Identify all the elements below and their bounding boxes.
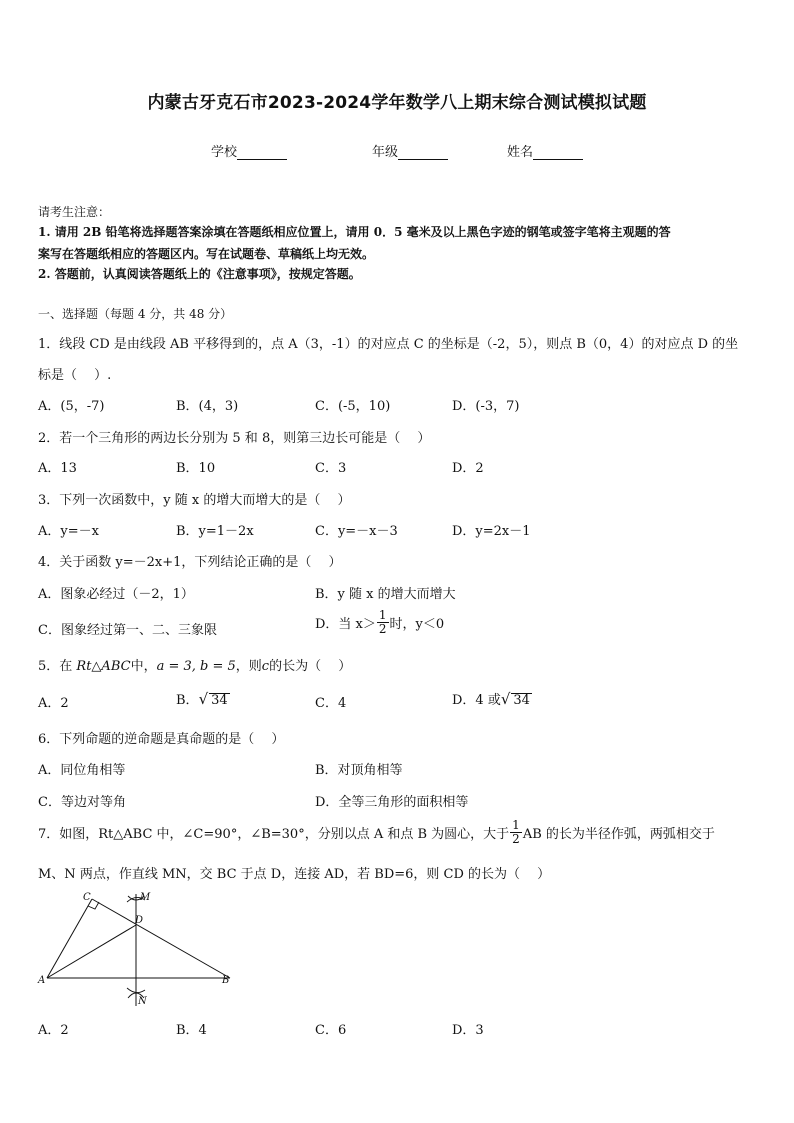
q5-b-radicand: 34 (211, 693, 228, 708)
name-blank[interactable] (533, 146, 583, 160)
q4-option-c[interactable]: C．图象经过第一、二、三象限 (38, 623, 217, 638)
label-c: C (83, 892, 91, 903)
sqrt-icon: √ (198, 690, 209, 708)
q4-d-fraction (377, 609, 389, 636)
q3-option-d[interactable]: D．y=2x－1 (452, 524, 531, 539)
q1-stem-line-1: 1．线段 CD 是由线段 AB 平移得到的，点 A（3，-1）的对应点 C 的坐标是（-2，5），则点 B（0，4）的对应点 D 的坐 (38, 337, 739, 352)
school-field[interactable] (211, 141, 287, 160)
q7-option-c[interactable]: C．6 (315, 1023, 347, 1038)
q2-stem: 2．若一个三角形的两边长分别为 5 和 8，则第三边长可能是（ ） (38, 431, 431, 446)
q7-option-b[interactable]: B．4 (176, 1023, 207, 1038)
q1-stem-line-2: 标是（ ）. (38, 368, 112, 383)
q3-option-a[interactable]: A．y=－x (38, 524, 99, 539)
notice-heading: 请考生注意： (38, 205, 111, 219)
q5-option-a[interactable]: A．2 (38, 696, 69, 711)
q2-option-b[interactable]: B．10 (176, 461, 216, 476)
q5-c-var: c (261, 659, 270, 674)
q5-option-b[interactable] (176, 689, 230, 708)
notice-line-3: 2. 答题前，认真阅读答题纸上的《注意事项》，按规定答题。 (38, 267, 361, 281)
q4-option-a[interactable]: A．图象必经过（－2，1） (38, 587, 194, 602)
q2-option-c[interactable]: C．3 (315, 461, 347, 476)
q1-option-d[interactable]: D．(-3，7) (452, 399, 520, 414)
q5-d-label: D．4 或 (452, 693, 501, 708)
school-blank[interactable] (237, 146, 287, 160)
q6-option-c[interactable]: C．等边对等角 (38, 795, 126, 810)
q7-numerator: 1 (512, 818, 520, 832)
q1-option-c[interactable]: C．(-5，10) (315, 399, 391, 414)
name-field[interactable] (507, 141, 583, 160)
grade-blank[interactable] (398, 146, 448, 160)
label-n: N (138, 996, 147, 1007)
q7-stem-pre: 7．如图，Rt△ABC 中，∠C=90°，∠B=30°，分别以点 A 和点 B 为圆心，大于 (38, 827, 510, 842)
q4-d-denominator: 2 (378, 622, 387, 636)
q1-option-b[interactable]: B．(4，3) (176, 399, 239, 414)
segment-ad (47, 925, 136, 978)
q6-option-d[interactable]: D．全等三角形的面积相等 (315, 795, 469, 810)
q5-triangle: Rt△ABC (76, 659, 131, 674)
sqrt-icon: √ (500, 690, 511, 708)
label-b: B (222, 975, 230, 986)
q4-option-b[interactable]: B．y 随 x 的增大而增大 (315, 587, 456, 602)
q7-option-a[interactable]: A．2 (38, 1023, 69, 1038)
label-d: D (135, 915, 144, 926)
q2-option-d[interactable]: D．2 (452, 461, 484, 476)
grade-field[interactable] (372, 141, 448, 160)
q5-d-radicand: 34 (513, 693, 530, 708)
q5-mid: 中， (130, 659, 157, 674)
label-a: A (38, 975, 46, 986)
q7-fraction (510, 819, 522, 846)
q7-stem-post: AB 的长为半径作弧，两弧相交于 (522, 827, 715, 842)
q4-d-suffix: 时，y＜0 (389, 617, 445, 632)
q7-figure (30, 888, 240, 1013)
q5-option-c[interactable]: C．4 (315, 696, 347, 711)
q6-option-b[interactable]: B．对顶角相等 (315, 763, 403, 778)
q4-stem: 4．关于函数 y=－2x+1，下列结论正确的是（ ） (38, 555, 342, 570)
q7-stem-line-2: M、N 两点，作直线 MN，交 BC 于点 D，连接 AD，若 BD=6，则 CD 的长为（ ） (38, 867, 551, 882)
q2-option-a[interactable]: A．13 (38, 461, 77, 476)
q7-denominator: 2 (512, 832, 520, 846)
q5-end: 的长为（ ） (269, 659, 352, 674)
notice-line-1: 1. 请用 2B 铅笔将选择题答案涂填在答题纸相应位置上，请用 0．5 毫米及以上黑色字迹的钢笔或签字笔将主观题的答 (38, 225, 671, 239)
q5-condition: a = 3, b = 5 (156, 659, 236, 674)
q6-option-a[interactable]: A．同位角相等 (38, 763, 126, 778)
label-m: M (140, 892, 151, 903)
q5-post: ，则 (235, 659, 262, 674)
q7-stem-line-1 (38, 819, 715, 846)
q4-d-numerator: 1 (378, 608, 387, 622)
section-heading: 一、选择题（每题 4 分，共 48 分） (38, 307, 233, 321)
school-label: 学校 (211, 145, 238, 160)
q3-option-b[interactable]: B．y=1－2x (176, 524, 254, 539)
page-title: 内蒙古牙克石市2023-2024学年数学八上期末综合测试模拟试题 (147, 93, 647, 113)
q3-option-c[interactable]: C．y=－x－3 (315, 524, 398, 539)
name-label: 姓名 (507, 145, 534, 160)
q5-pre: 5．在 (38, 659, 73, 674)
grade-label: 年级 (372, 145, 399, 160)
q7-option-d[interactable]: D．3 (452, 1023, 484, 1038)
q4-option-d[interactable] (315, 609, 444, 636)
q5-b-label: B． (176, 693, 199, 708)
q3-stem: 3．下列一次函数中，y 随 x 的增大而增大的是（ ） (38, 493, 351, 508)
q1-option-a[interactable]: A．(5，-7) (38, 399, 105, 414)
notice-line-2: 案写在答题纸相应的答题区内。写在试题卷、草稿纸上均无效。 (38, 247, 375, 261)
q6-stem: 6．下列命题的逆命题是真命题的是（ ） (38, 732, 285, 747)
q4-d-prefix: D．当 x＞ (315, 617, 376, 632)
side-ac (47, 899, 92, 978)
q5-stem (38, 655, 351, 674)
q5-option-d[interactable] (452, 689, 532, 708)
